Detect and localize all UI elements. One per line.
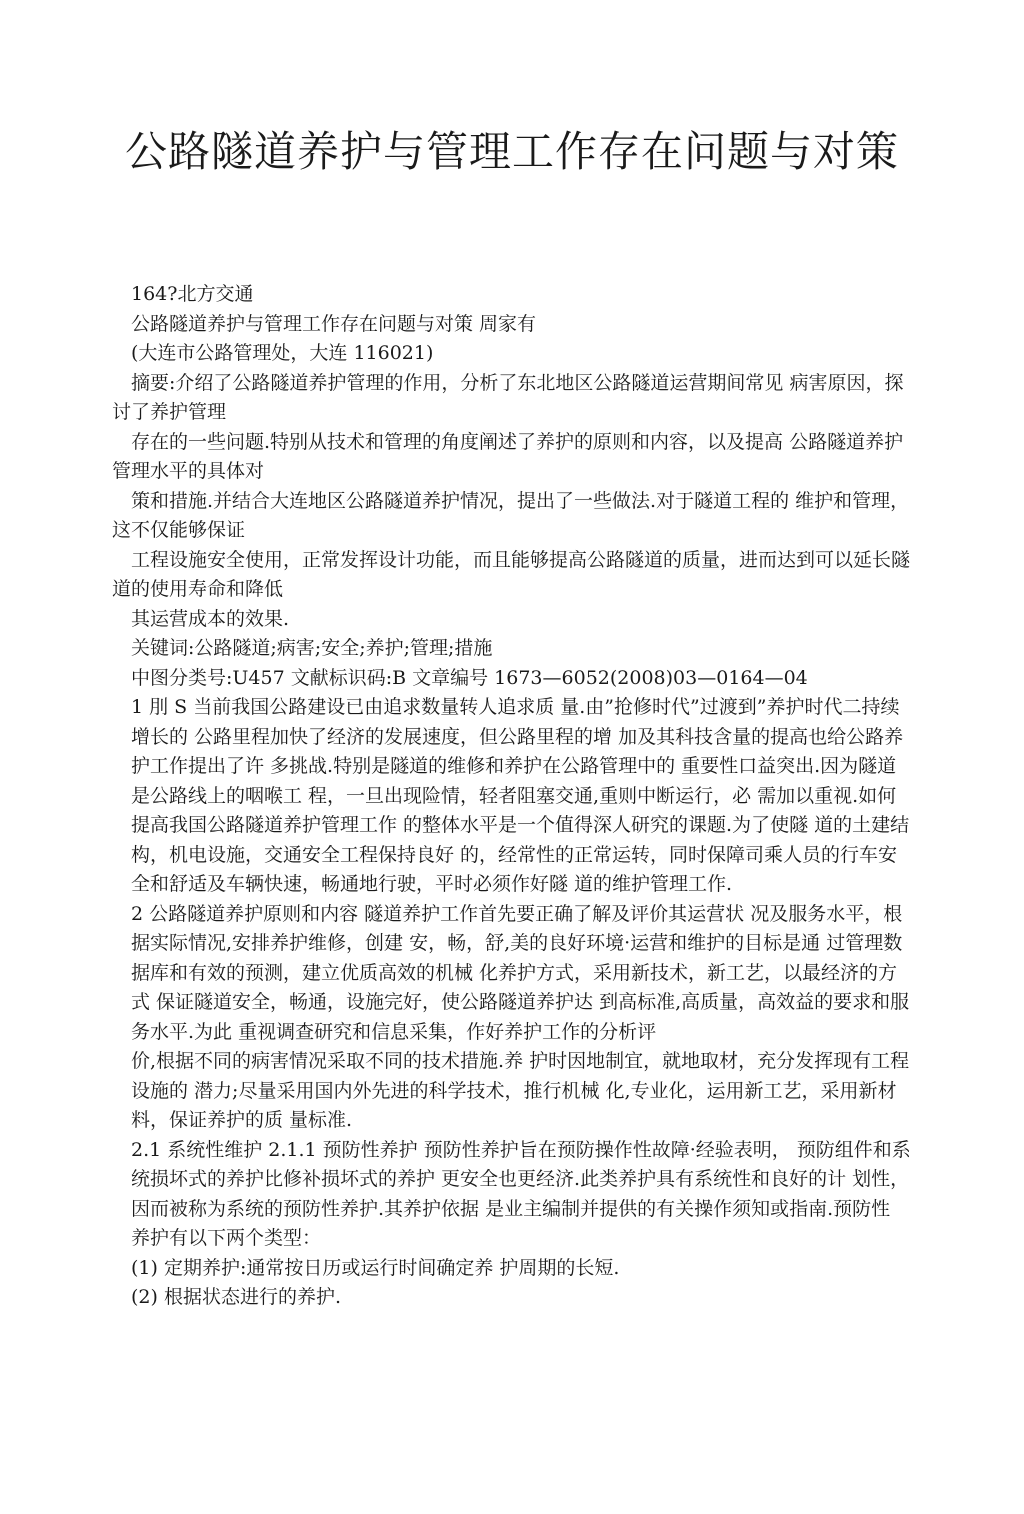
classification-info: 中图分类号:U457 文献标识码:B 文章编号 1673—6052(2008)03—0164—04 <box>131 666 808 689</box>
section-2-1-systematic-maintenance: 2.1 系统性维护 2.1.1 预防性养护 预防性养护旨在预防操作性故障·经验表明， 预防组件和系统损坏式的养护比修补损坏式的养护 更安全也更经济.此类养护具有系统性和良好的计 划性，因而被称为系统的预防性养护.其养护依据 是业主编制并提供的有关操作须知或指南.预防性 养护有以下两个类型： <box>131 1138 911 1249</box>
article-body <box>112 280 912 1313</box>
list-item-condition-based: (2) 根据状态进行的养护. <box>131 1286 341 1308</box>
keywords: 关键词:公路隧道;病害;安全;养护;管理;措施 <box>131 637 493 659</box>
section-1-preface: 1 刖 S 当前我国公路建设已由追求数量转人追求质 量.由”抢修时代”过渡到”养护时代二持续增长的 公路里程加快了经济的发展速度，但公路里程的增 加及其科技含量的提高也给公路养护工作提出了许 多挑战.特别是隧道的维修和养护在公路管理中的 重要性口益突出.因为隧道是公路线上的咽喉工 程，一旦出现险情，轻者阻塞交通,重则中断运行，必 需加以重视.如何提高我国公路隧道养护管理工作 的整体水平是一个值得深人研究的课题.为了使隧 道的土建结构，机电设施，交通安全工程保持良好 的，经常性的正常运转，同时保障司乘人员的行车安 全和舒适及车辆快速，畅通地行驶，平时必须作好隧 道的维护管理工作. <box>131 696 910 895</box>
journal-header: 164?北方交通 <box>131 283 254 305</box>
list-item-periodic: (1) 定期养护:通常按日历或运行时间确定养 护周期的长短. <box>131 1256 620 1279</box>
abstract-part-3: 策和措施.并结合大连地区公路隧道养护情况，提出了一些做法.对于隧道工程的 维护和管理，这不仅能够保证 <box>112 489 910 541</box>
abstract-part-4: 工程设施安全使用，正常发挥设计功能，而且能够提高公路隧道的质量，进而达到可以延长隧道的使用寿命和降低 <box>112 548 911 600</box>
abstract-part-1: 摘要:介绍了公路隧道养护管理的作用，分析了东北地区公路隧道运营期间常见 病害原因，探讨了养护管理 <box>112 371 904 423</box>
author-affiliation: (大连市公路管理处，大连 116021) <box>131 342 434 364</box>
section-2-principles: 2 公路隧道养护原则和内容 隧道养护工作首先要正确了解及评价其运营状 况及服务水平，根据实际情况,安排养护维修，创建 安，畅，舒,美的良好环境·运营和维护的目标是通 过管理数据库和有效的预测，建立优质高效的机械 化养护方式，采用新技术，新工艺，以最经济的方式 保证隧道安全，畅通，设施完好，使公路隧道养护达 到高标准,高质量，高效益的要求和服务水平.为此 重视调查研究和信息采集，作好养护工作的分析评 <box>131 902 910 1043</box>
section-2-continued: 价,根据不同的病害情况采取不同的技术措施.养 护时因地制宜，就地取材，充分发挥现有工程设施的 潜力;尽量采用国内外先进的科学技术，推行机械 化,专业化，运用新工艺，采用新材料，保证养护的质 量标准. <box>131 1050 910 1131</box>
abstract-part-5: 其运营成本的效果. <box>131 607 290 630</box>
abstract-part-2: 存在的一些问题.特别从技术和管理的角度阐述了养护的原则和内容，以及提高 公路隧道养护管理水平的具体对 <box>112 430 904 482</box>
article-title-author: 公路隧道养护与管理工作存在问题与对策 周家有 <box>131 312 537 335</box>
page-title: 公路隧道养护与管理工作存在问题与对策 <box>124 127 899 176</box>
